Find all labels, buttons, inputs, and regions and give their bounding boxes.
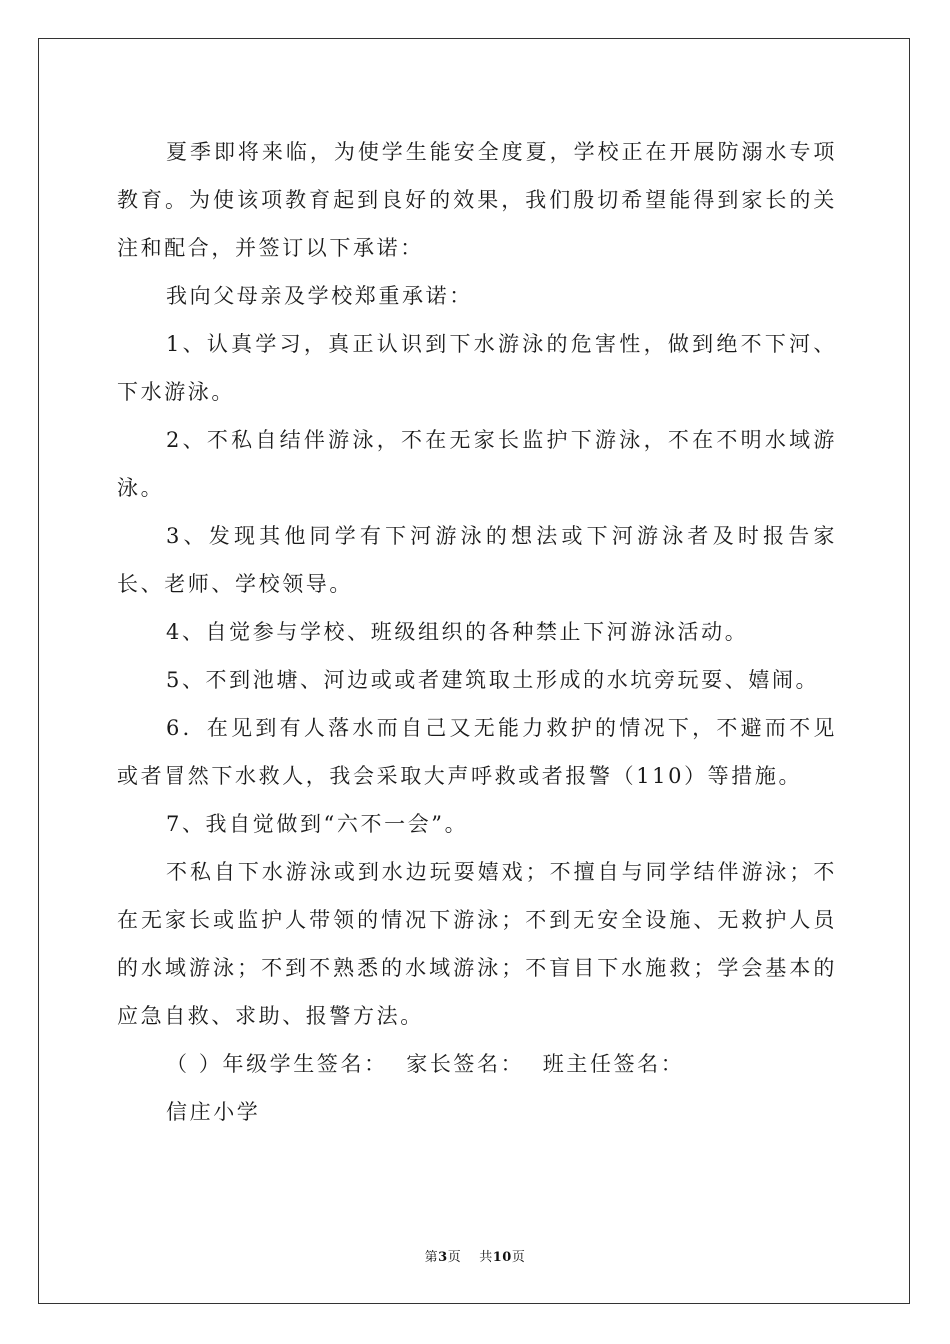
pledge-item-5: 5、不到池塘、河边或或者建筑取土形成的水坑旁玩耍、嬉闹。 xyxy=(166,668,820,692)
pledge-item-4: 4、自觉参与学校、班级组织的各种禁止下河游泳活动。 xyxy=(166,620,749,644)
footer-total-suffix: 页 xyxy=(511,1250,526,1265)
pledge-heading: 我向父母亲及学校郑重承诺： xyxy=(166,284,473,308)
pledge-item-6: 6．在见到有人落水而自己又无能力救护的情况下，不避而不见或者冒然下水救人，我会采取大声呼救或者报警（110）等措施。 xyxy=(117,716,837,788)
signature-line: （ ）年级学生签名： 家长签名： 班主任签名： xyxy=(166,1052,685,1076)
six-nos-paragraph: 不私自下水游泳或到水边玩耍嬉戏；不擅自与同学结伴游泳；不在无家长或监护人带领的情况下游泳；不到无安全设施、无救护人员的水域游泳；不到不熟悉的水域游泳；不盲目下水施救；学会基本的应急自救、求助、报警方法。 xyxy=(117,860,837,1028)
pledge-item-3: 3、发现其他同学有下河游泳的想法或下河游泳者及时报告家长、老师、学校领导。 xyxy=(117,524,837,596)
footer-page-prefix: 第 xyxy=(424,1250,439,1265)
intro-paragraph: 夏季即将来临，为使学生能安全度夏，学校正在开展防溺水专项教育。为使该项教育起到良好的效果，我们殷切希望能得到家长的关注和配合，并签订以下承诺： xyxy=(117,140,837,260)
document-body xyxy=(117,128,837,1136)
footer-total-prefix: 共 xyxy=(479,1250,493,1265)
school-name: 信庄小学 xyxy=(166,1100,261,1124)
page-footer xyxy=(0,1246,950,1265)
footer-page-suffix: 页 xyxy=(447,1250,462,1265)
pledge-item-2: 2、不私自结伴游泳，不在无家长监护下游泳，不在不明水域游泳。 xyxy=(117,428,837,500)
pledge-item-7: 7、我自觉做到“六不一会”。 xyxy=(166,812,469,836)
footer-page-number: 3 xyxy=(438,1250,448,1265)
footer-total-pages: 10 xyxy=(492,1250,512,1265)
pledge-item-1: 1、认真学习，真正认识到下水游泳的危害性，做到绝不下河、下水游泳。 xyxy=(117,332,837,404)
